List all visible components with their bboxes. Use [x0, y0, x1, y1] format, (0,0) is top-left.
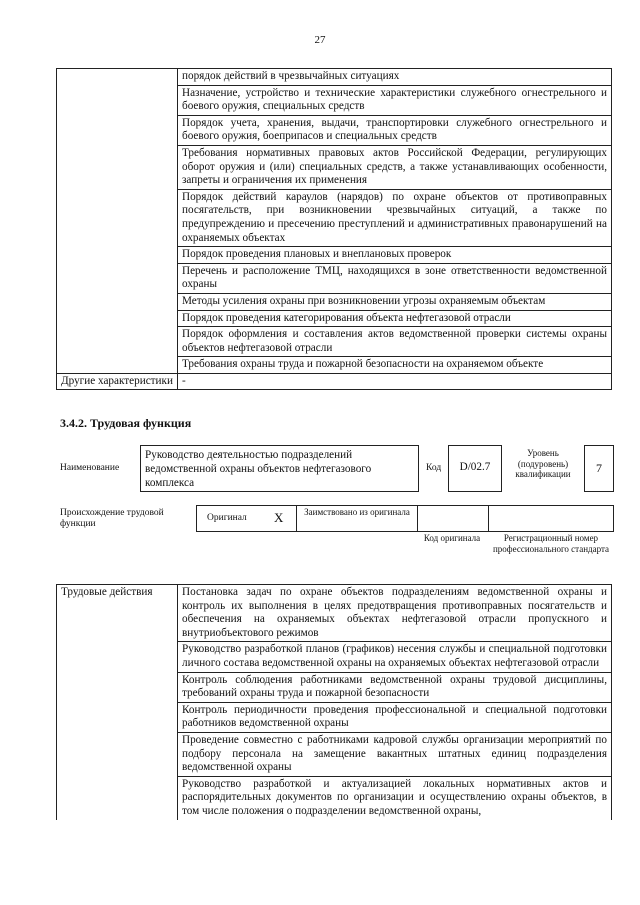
- knowledge-item: Порядок проведения категорирования объекта нефтегазовой отрасли: [178, 310, 612, 327]
- function-name: Руководство деятельностью подразделений ведомственной охраны объектов нефтегазового комплекса: [145, 449, 372, 489]
- code-label: Код: [426, 463, 442, 473]
- origin-code-box: [417, 505, 489, 532]
- reg-caption: Регистрационный номер профессионального стандарта: [492, 533, 610, 554]
- level-value: 7: [596, 461, 602, 475]
- knowledge-label-cell: [57, 69, 178, 374]
- code-box: [448, 445, 502, 492]
- original-label: Оригинал: [207, 513, 247, 523]
- action-item: Контроль периодичности проведения профессиональной и специальной подготовки работников ведомственной охраны: [178, 702, 612, 732]
- origin-label: Происхождение трудовой функции: [60, 508, 164, 529]
- other-characteristics-value: -: [178, 373, 612, 390]
- code-caption: Код оригинала: [423, 533, 481, 543]
- original-mark: X: [274, 510, 284, 525]
- actions-table: [56, 584, 612, 820]
- actions-label: Трудовые действия: [57, 585, 178, 820]
- knowledge-item: Назначение, устройство и технические характеристики служебного огнестрельного и боевого оружия, специальных средств: [178, 85, 612, 115]
- name-box: [140, 445, 419, 492]
- knowledge-item: Перечень и расположение ТМЦ, находящихся в зоне ответственности ведомственной охраны: [178, 263, 612, 293]
- knowledge-item: Порядок действий караулов (нарядов) по охране объектов от противоправных посягательств, при возникновении чрезвычайных ситуаций, а также по предупреждению и пресечению преступлений и административных правонарушений на охраняемых объектах: [178, 189, 612, 246]
- action-item: Проведение совместно с работниками кадровой службы организации мероприятий по подбору персонала на замещение вакантных штатных единиц подразделения ведомственной охраны: [178, 732, 612, 776]
- borrowed-box: [296, 505, 418, 532]
- action-item: Контроль соблюдения работниками ведомственной охраны трудовой дисциплины, требований охраны труда и пожарной безопасности: [178, 672, 612, 702]
- knowledge-row: [57, 69, 612, 86]
- name-label: Наименование: [60, 463, 120, 473]
- original-box: [196, 505, 297, 532]
- section-heading: 3.4.2. Трудовая функция: [60, 416, 192, 430]
- knowledge-item: порядок действий в чрезвычайных ситуациях: [178, 69, 612, 86]
- knowledge-item: Порядок оформления и составления актов ведомственной проверки системы охраны объектов нефтегазовой отрасли: [178, 327, 612, 357]
- knowledge-item: Методы усиления охраны при возникновении угрозы охраняемым объектам: [178, 293, 612, 310]
- knowledge-item: Требования охраны труда и пожарной безопасности на охраняемом объекте: [178, 357, 612, 374]
- level-box: [584, 445, 614, 492]
- code-value: D/02.7: [459, 461, 491, 473]
- knowledge-item: Требования нормативных правовых актов Российской Федерации, регулирующих оборот оружия и (или) специальных средств, а также устанавливающих особенности, запреты и ограничения их применения: [178, 145, 612, 189]
- knowledge-table: [56, 68, 612, 390]
- action-row: [57, 585, 612, 642]
- knowledge-item: Порядок проведения плановых и внеплановых проверок: [178, 247, 612, 264]
- level-label: Уровень (подуровень) квалификации: [515, 448, 571, 479]
- reg-number-box: [488, 505, 614, 532]
- action-item: Руководство разработкой и актуализацией локальных нормативных актов и распорядительных документов по организации и осуществлению охраны объектов, в том числе положения о подразделении ведомственной охраны,: [178, 776, 612, 819]
- other-characteristics-row: [57, 373, 612, 390]
- page-number: 27: [314, 34, 326, 46]
- borrowed-label: Заимствовано из оригинала: [304, 507, 410, 517]
- action-item: Постановка задач по охране объектов подразделениям ведомственной охраны и контроль их выполнения в целях предотвращения противоправных посягательств и обеспечения на охраняемых объектах нефтегазовой отрасли пропускного и внутриобъектового режимов: [178, 585, 612, 642]
- action-item: Руководство разработкой планов (графиков) несения службы и специальной подготовки личного состава ведомственной охраны на охраняемых объектах нефтегазовой отрасли: [178, 642, 612, 672]
- other-characteristics-label: Другие характеристики: [57, 373, 178, 390]
- knowledge-item: Порядок учета, хранения, выдачи, транспортировки служебного огнестрельного и боевого оружия, боеприпасов и специальных средств: [178, 115, 612, 145]
